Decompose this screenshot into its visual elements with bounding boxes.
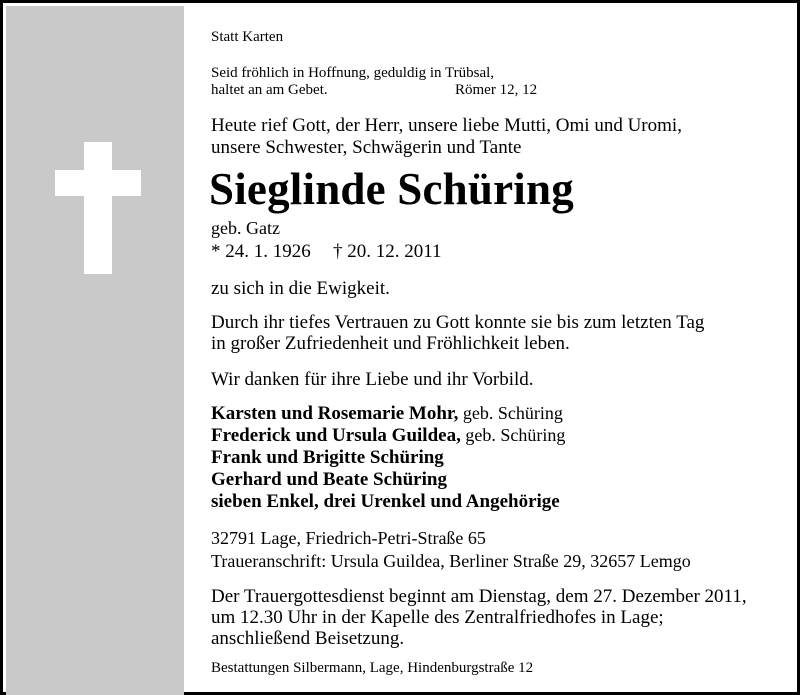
mourner-name: Gerhard und Beate Schüring — [211, 469, 447, 490]
trust-line-1: Durch ihr tiefes Vertrauen zu Gott konnte sie bis zum letzten Tag — [211, 312, 705, 333]
maiden-name: geb. Gatz — [211, 218, 280, 238]
mourning-address: Traueranschrift: Ursula Guildea, Berliner Straße 29, 32657 Lemgo — [211, 551, 691, 571]
mourner-line — [211, 491, 560, 513]
mourner-suffix: geb. Schüring — [460, 425, 566, 445]
cross-icon — [84, 142, 112, 274]
undertaker-text: Bestattungen Silbermann, Lage, Hindenburgstraße 12 — [211, 660, 534, 676]
verse-line-1: Seid fröhlich in Hoffnung, geduldig in Trübsal, — [211, 65, 495, 81]
mourner-suffix: geb. Schüring — [458, 403, 563, 423]
announcement-line-2: unsere Schwester, Schwägerin und Tante — [211, 137, 522, 158]
mourner-line — [211, 425, 565, 447]
mourner-name: sieben Enkel, drei Urenkel und Angehörige — [211, 491, 560, 512]
eternity-text: zu sich in die Ewigkeit. — [211, 278, 390, 299]
family-address: 32791 Lage, Friedrich-Petri-Straße 65 — [211, 528, 486, 548]
announcement-line-1: Heute rief Gott, der Herr, unsere liebe Mutti, Omi und Uromi, — [211, 115, 682, 136]
service-line-3: anschließend Beisetzung. — [211, 628, 405, 649]
mourner-name: Karsten und Rosemarie Mohr, — [211, 403, 459, 424]
mourner-line — [211, 469, 447, 491]
service-line-2: um 12.30 Uhr in der Kapelle des Zentralfriedhofes in Lage; — [211, 607, 664, 628]
thanks-text: Wir danken für ihre Liebe und ihr Vorbild. — [211, 369, 534, 390]
mourner-line — [211, 447, 444, 469]
service-line-1: Der Trauergottesdienst beginnt am Dienstag, dem 27. Dezember 2011, — [211, 586, 747, 607]
intro-text: Statt Karten — [211, 29, 284, 45]
deceased-name: Sieglinde Schüring — [209, 164, 574, 214]
mourner-name: Frederick und Ursula Guildea, — [211, 425, 461, 446]
death-date: † 20. 12. 2011 — [333, 241, 442, 262]
mourner-line — [211, 403, 563, 425]
verse-line-2: haltet an am Gebet. — [211, 82, 328, 98]
grey-sidebar — [6, 6, 184, 695]
verse-reference: Römer 12, 12 — [455, 82, 538, 98]
cross-icon-bar — [55, 170, 141, 196]
trust-line-2: in großer Zufriedenheit und Fröhlichkeit leben. — [211, 333, 570, 354]
birth-date: * 24. 1. 1926 — [211, 241, 311, 262]
mourner-name: Frank und Brigitte Schüring — [211, 447, 444, 468]
